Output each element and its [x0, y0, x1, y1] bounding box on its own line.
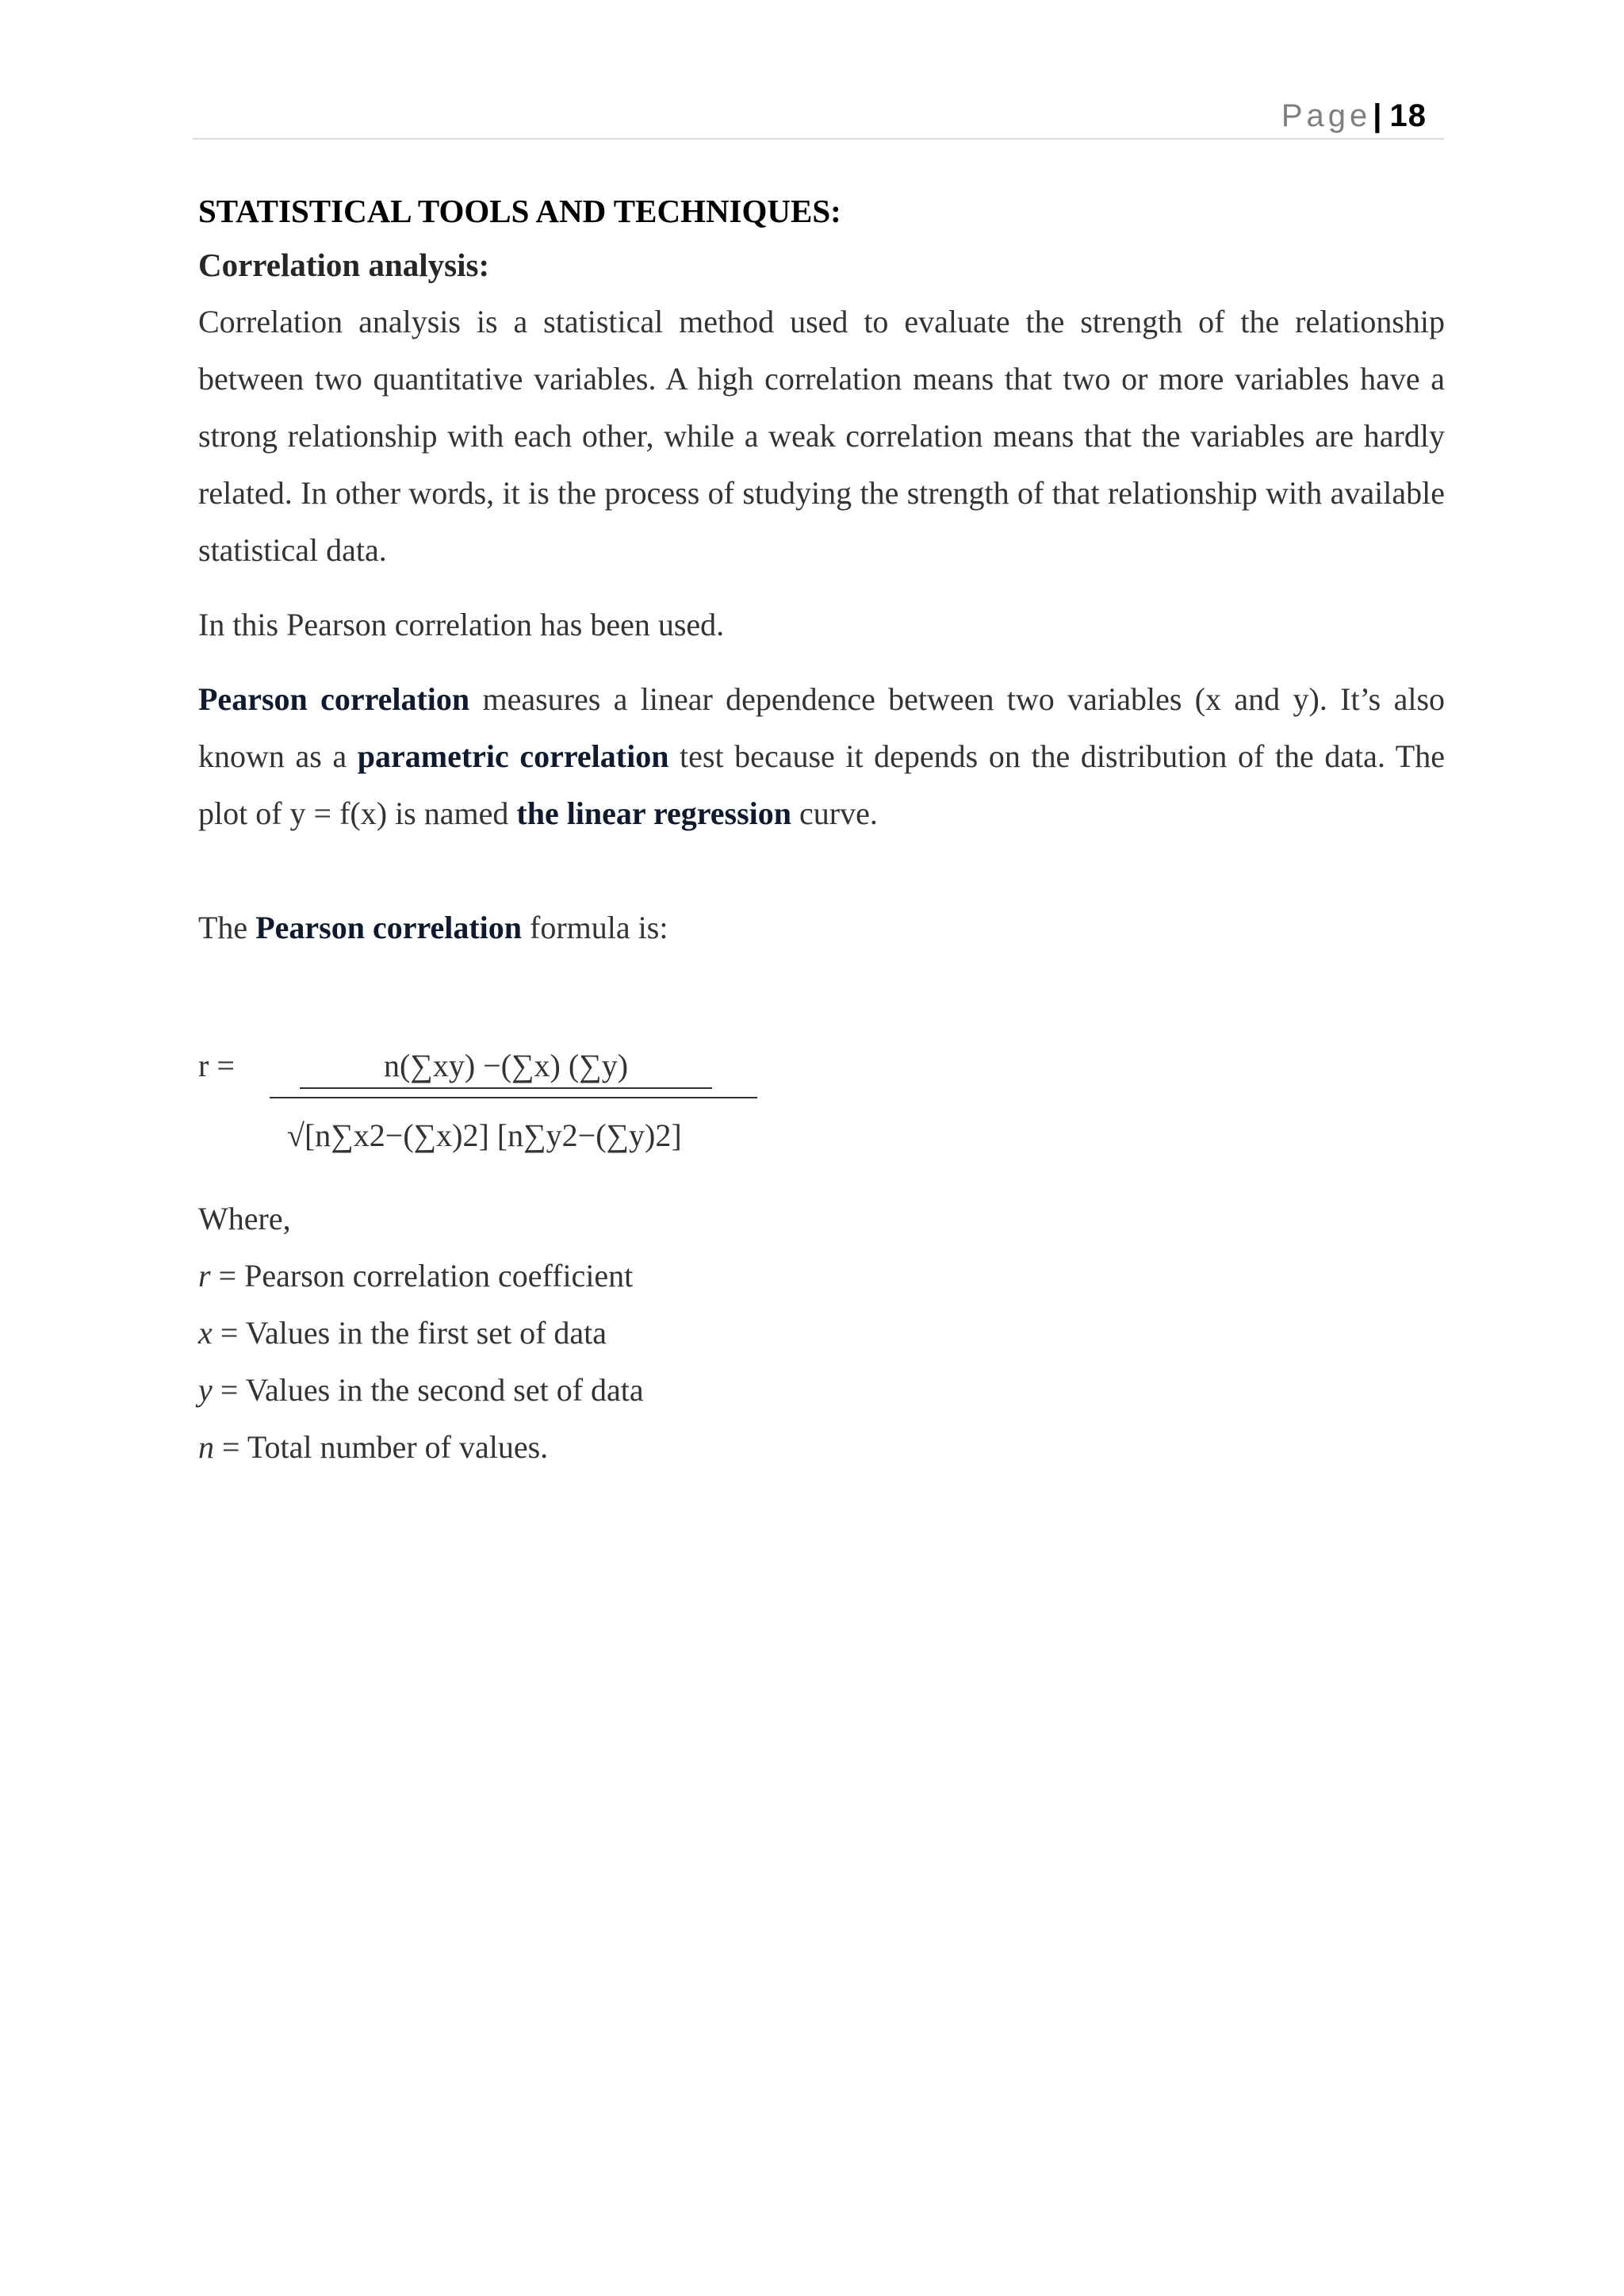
- definition-variable: r: [198, 1258, 211, 1294]
- paragraph-method-used: In this Pearson correlation has been used.: [198, 607, 725, 642]
- paragraph-text: The: [198, 910, 256, 945]
- variable-definitions: [198, 1190, 644, 1476]
- definition-description: = Values in the first set of data: [212, 1315, 607, 1351]
- formula-lhs: r =: [198, 1048, 235, 1083]
- definition-variable: x: [198, 1315, 213, 1351]
- paragraph-text: test because it depends on the distribution of the data. The plot of y = f(x) is named: [198, 738, 1445, 831]
- definition-description: = Pearson correlation coefficient: [210, 1258, 634, 1294]
- definition-variable: n: [198, 1429, 214, 1465]
- paragraph-text: curve.: [791, 795, 878, 831]
- paragraph-pearson-description: [198, 671, 1445, 842]
- bold-term: the linear regression: [516, 795, 792, 831]
- definition-variable: y: [198, 1372, 213, 1408]
- paragraph-formula-intro: [198, 899, 1445, 956]
- definitions-intro: Where,: [198, 1201, 291, 1236]
- page-separator: |: [1373, 98, 1382, 133]
- page-header: [193, 94, 1444, 140]
- page-number: [1281, 98, 1427, 134]
- bold-term: Pearson correlation: [255, 910, 523, 945]
- paragraph-text: measures a linear dependence between two variables (x and y). It’s also known as a: [198, 681, 1446, 774]
- definition-item: [198, 1305, 644, 1362]
- definition-item: [198, 1248, 644, 1305]
- page-label: Page: [1281, 98, 1372, 133]
- paragraph-correlation-definition: Correlation analysis is a statistical method used to evaluate the strength of the relationship between two quantitative variables. A high correlation means that two or more variables have a strong relationship with each other, while a weak correlation means that the variables are hardly related. In other words, it is the process of studying the strength of that relationship with available statistical data.: [198, 304, 1445, 568]
- formula-numerator: n(∑xy) −(∑x) (∑y): [300, 1047, 712, 1089]
- formula-denominator: √[n∑x2−(∑x)2] [n∑y2−(∑y)2]: [287, 1117, 682, 1153]
- bold-term: parametric correlation: [357, 738, 669, 774]
- main-content: [198, 187, 1445, 956]
- section-title: STATISTICAL TOOLS AND TECHNIQUES:: [198, 193, 841, 229]
- definition-description: = Total number of values.: [214, 1429, 549, 1465]
- definition-item: [198, 1419, 644, 1476]
- fraction-bar: [270, 1097, 757, 1098]
- subsection-title: Correlation analysis:: [198, 247, 490, 283]
- paragraph-text: formula is:: [522, 910, 668, 945]
- page-number-value: 18: [1389, 98, 1427, 133]
- bold-term: Pearson correlation: [198, 681, 470, 717]
- definition-item: [198, 1362, 644, 1419]
- pearson-formula: [198, 1039, 833, 1182]
- definition-description: = Values in the second set of data: [212, 1372, 644, 1408]
